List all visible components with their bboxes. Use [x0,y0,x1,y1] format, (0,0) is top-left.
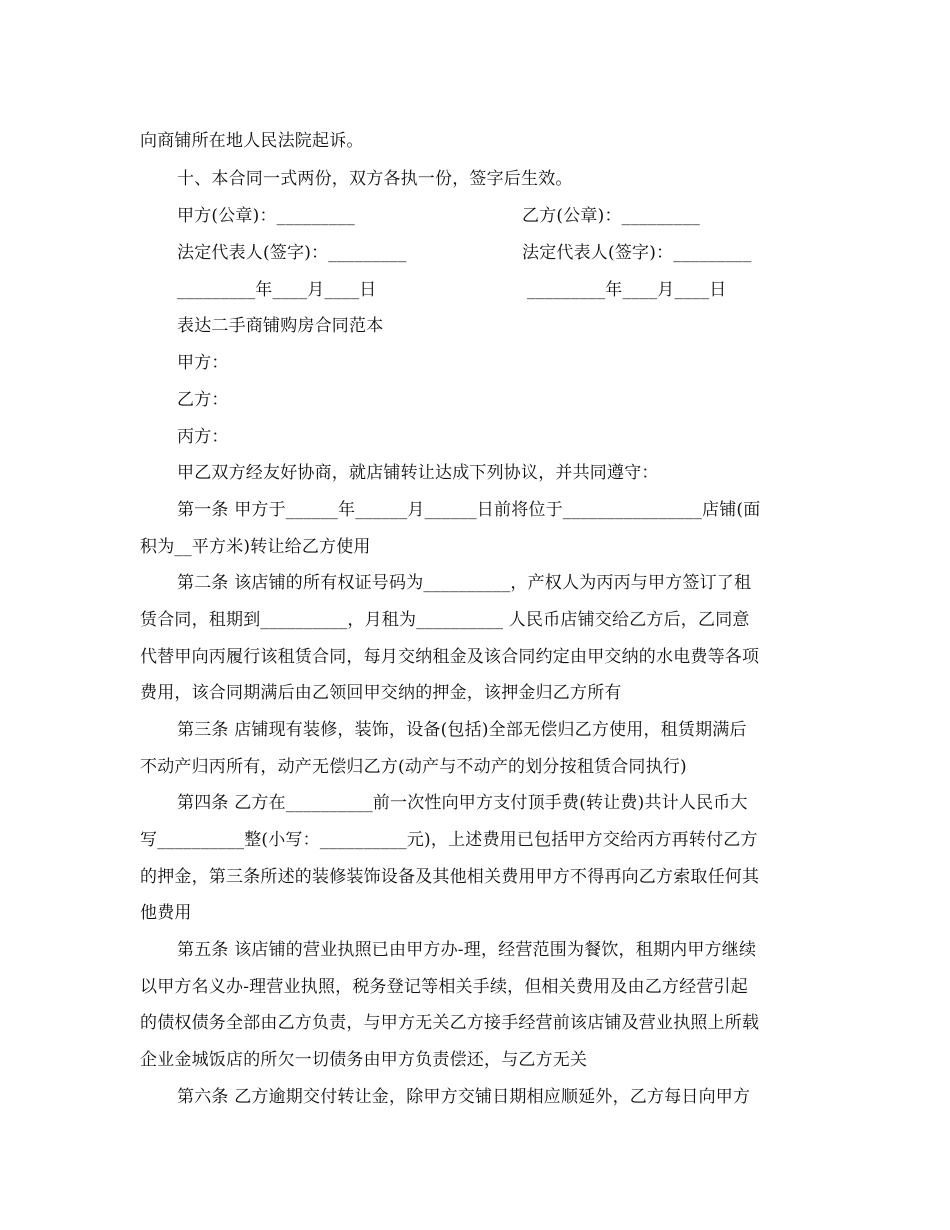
party-b-label: 乙方： [177,390,229,410]
article-three-line: 不动产归丙所有，动产无偿归乙方(动产与不动产的划分按租赁合同执行) [140,757,687,777]
article-one-line: 积为__平方米)转让给乙方使用 [140,537,371,557]
article-four-line: 第四条 乙方在__________前一次性向甲方支付顶手费(转让费)共计人民币大 [177,793,748,813]
article-two-line: 费用，该合同期满后由乙领回甲交纳的押金，该押金归乙方所有 [140,683,622,703]
text-line: 向商铺所在地人民法院起诉。 [140,131,364,151]
clause-ten: 十、本合同一式两份，双方各执一份，签字后生效。 [177,169,573,189]
article-six-line: 第六条 乙方逾期交付转让金，除甲方交铺日期相应顺延外，乙方每日向甲方 [177,1087,751,1107]
party-a-representative: 法定代表人(签字)：_________ [177,243,407,263]
article-five-line: 第五条 该店铺的营业执照已由甲方办-理，经营范围为餐饮，租期内甲方继续 [177,940,757,960]
article-two-line: 代替甲向丙履行该租赁合同，每月交纳租金及该合同约定由甲交纳的水电费等各项 [140,647,760,667]
article-five-line: 的债权债务全部由乙方负责，与甲方无关乙方接手经营前该店铺及营业执照上所载 [140,1013,760,1033]
party-b-seal: 乙方(公章)：_________ [522,206,700,226]
party-b-representative: 法定代表人(签字)：_________ [522,243,752,263]
party-c-label: 丙方： [177,427,229,447]
article-two-line: 第二条 该店铺的所有权证号码为__________，产权人为丙丙与甲方签订了租 [177,573,752,593]
preamble: 甲乙双方经友好协商，就店铺转让达成下列协议，并共同遵守： [177,463,659,483]
article-four-line: 他费用 [140,903,192,923]
article-three-line: 第三条 店铺现有装修，装饰，设备(包括)全部无偿归乙方使用，租赁期满后 [177,720,747,740]
article-five-line: 以甲方名义办-理营业执照，税务登记等相关手续，但相关费用及由乙方经营引起 [140,977,748,997]
article-four-line: 写__________整(小写：__________元)，上述费用已包括甲方交给丙方再转付乙方 [140,830,758,850]
article-two-line: 赁合同，租期到__________，月租为__________ 人民币店铺交给乙方后，乙同意 [140,610,750,630]
party-b-date: _________年____月____日 [527,280,727,300]
party-a-date: _________年____月____日 [177,280,377,300]
party-a-seal: 甲方(公章)：_________ [177,206,355,226]
article-five-line: 企业金城饭店的所欠一切债务由甲方负责偿还，与乙方无关 [140,1050,588,1070]
document-title: 表达二手商铺购房合同范本 [177,316,384,336]
party-a-label: 甲方： [177,353,229,373]
article-four-line: 的押金，第三条所述的装修装饰设备及其他相关费用甲方不得再向乙方索取任何其 [140,867,760,887]
article-one-line: 第一条 甲方于______年______月______日前将位于________________店铺(面 [177,500,761,520]
